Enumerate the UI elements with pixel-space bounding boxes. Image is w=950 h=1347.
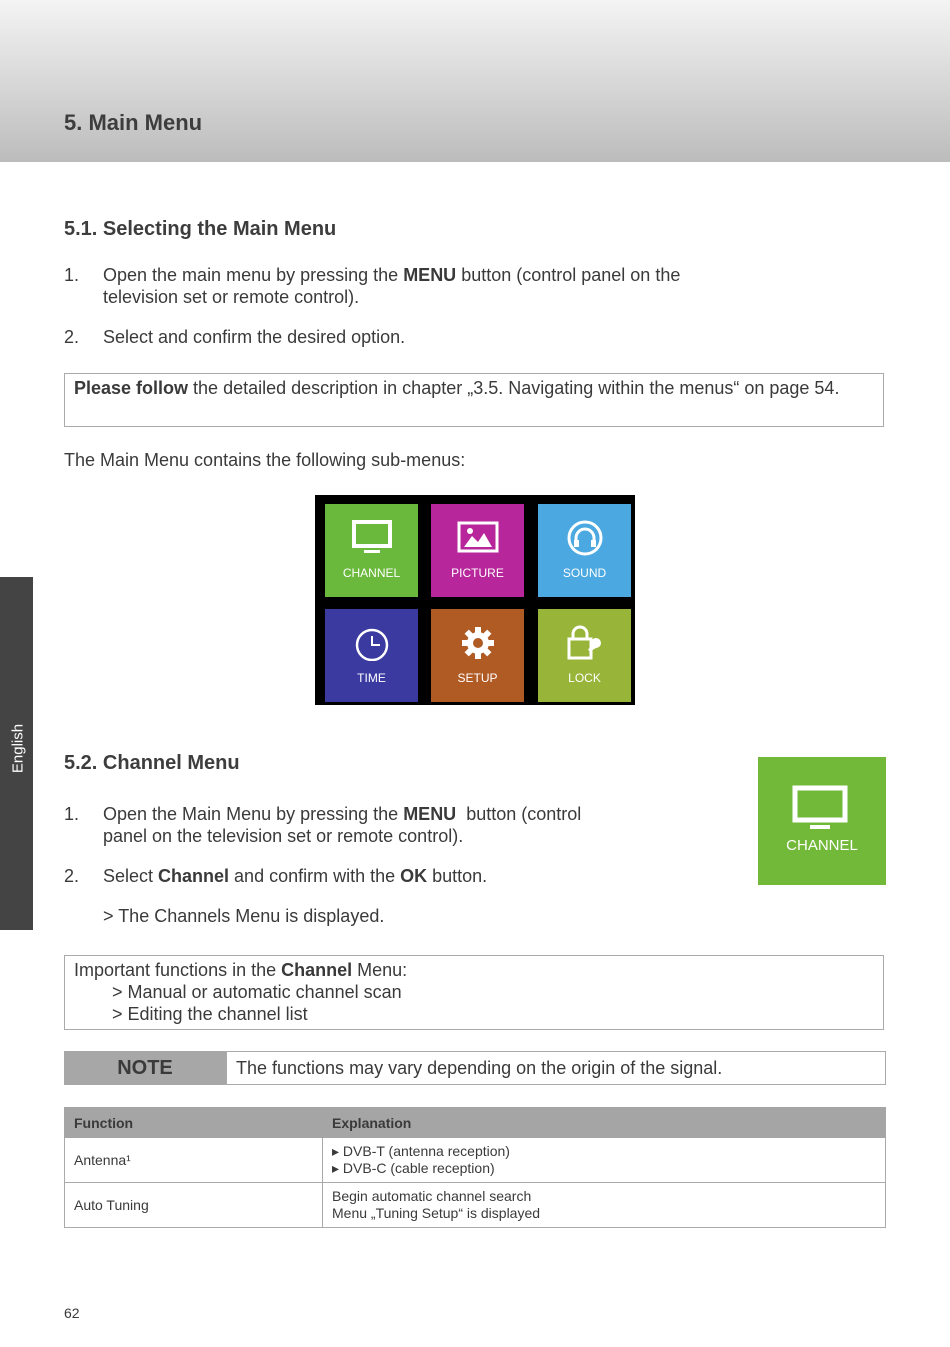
note-box bbox=[64, 1051, 886, 1085]
picture-icon bbox=[457, 520, 499, 556]
step-text-start: Open the Main Menu by pressing the bbox=[103, 804, 404, 824]
menu-tile-label: PICTURE bbox=[451, 566, 504, 580]
step-text-end: button (control panel on the bbox=[456, 265, 681, 285]
info-box-item: > Manual or automatic channel scan bbox=[112, 982, 402, 1002]
step-number: 1. bbox=[64, 265, 80, 285]
submenu-intro: The Main Menu contains the following sub-menus: bbox=[64, 450, 466, 470]
menu-tile-label: LOCK bbox=[568, 671, 601, 685]
step-text-mid: and confirm with the bbox=[229, 866, 401, 886]
tv-icon bbox=[792, 785, 848, 831]
menu-tile-label: CHANNEL bbox=[342, 566, 401, 580]
info-box-bold: Channel bbox=[281, 960, 353, 980]
menu-tile-sound bbox=[538, 504, 631, 597]
page-number: 62 bbox=[64, 1305, 80, 1321]
menu-button-name: MENU bbox=[403, 265, 457, 285]
step-text: Select and confirm the desired option. bbox=[103, 327, 406, 347]
channel-option-name: Channel bbox=[158, 866, 230, 886]
menu-tile-time bbox=[325, 609, 418, 702]
ok-button-name: OK bbox=[400, 866, 428, 886]
step-text bbox=[103, 803, 581, 847]
info-box-channel-functions bbox=[64, 955, 884, 1030]
page-header bbox=[0, 0, 950, 162]
info-box-navigation bbox=[64, 373, 884, 427]
info-box-item: > Editing the channel list bbox=[112, 1004, 308, 1024]
clock-icon bbox=[351, 625, 393, 661]
step-number: 2. bbox=[64, 866, 80, 886]
menu-tile-picture bbox=[431, 504, 524, 597]
step-text-line2: television set or remote control). bbox=[103, 287, 360, 307]
section-title-selecting-main-menu: 5.1. Selecting the Main Menu bbox=[64, 218, 337, 240]
menu-tile-lock bbox=[538, 609, 631, 702]
table-cell-function: Auto Tuning bbox=[65, 1183, 323, 1228]
channel-tile-label: CHANNEL bbox=[786, 837, 858, 854]
step-text-end: button (control bbox=[456, 804, 582, 824]
table-cell-explanation bbox=[323, 1183, 886, 1228]
note-tag: NOTE bbox=[64, 1051, 226, 1085]
table-row bbox=[65, 1138, 886, 1183]
table-header-cell: Explanation bbox=[323, 1108, 886, 1138]
page-title: 5. Main Menu bbox=[64, 110, 203, 135]
step-text bbox=[103, 264, 680, 308]
step-number: 2. bbox=[64, 327, 80, 347]
gear-icon bbox=[457, 625, 499, 661]
table-cell-function: Antenna¹ bbox=[65, 1138, 323, 1183]
step-result: > The Channels Menu is displayed. bbox=[103, 906, 385, 926]
explanation-line: ▸ DVB-T (antenna reception) bbox=[332, 1143, 510, 1159]
table-header-row bbox=[65, 1108, 886, 1138]
language-label: English bbox=[9, 723, 27, 774]
explanation-line: Menu „Tuning Setup“ is displayed bbox=[332, 1205, 541, 1221]
headphones-icon bbox=[564, 520, 606, 556]
section-title-channel-menu: 5.2. Channel Menu bbox=[64, 752, 240, 774]
menu-tile-label: SETUP bbox=[457, 671, 498, 685]
step-number: 1. bbox=[64, 804, 80, 824]
table-header-cell: Function bbox=[65, 1108, 323, 1138]
menu-tile-label: TIME bbox=[357, 671, 386, 685]
function-table bbox=[64, 1107, 886, 1228]
step-text-end: button. bbox=[427, 866, 488, 886]
explanation-line: Begin automatic channel search bbox=[332, 1188, 532, 1204]
info-box-text-end: Menu: bbox=[352, 960, 408, 980]
info-box-bold: Please follow bbox=[74, 378, 189, 398]
menu-button-name: MENU bbox=[403, 804, 457, 824]
lock-icon bbox=[564, 625, 606, 661]
info-box-text: the detailed description in chapter „3.5. Navigating within the menus“ on page 54. bbox=[188, 378, 840, 398]
info-box-text: Important functions in the bbox=[74, 960, 282, 980]
table-cell-explanation bbox=[323, 1138, 886, 1183]
main-menu-screenshot bbox=[315, 495, 635, 705]
menu-tile-channel bbox=[325, 504, 418, 597]
note-text: The functions may vary depending on the origin of the signal. bbox=[226, 1051, 886, 1085]
step-text bbox=[103, 865, 487, 887]
step-text-start: Open the main menu by pressing the bbox=[103, 265, 404, 285]
table-row bbox=[65, 1183, 886, 1228]
menu-tile-label: SOUND bbox=[562, 566, 607, 580]
tv-icon bbox=[351, 520, 393, 556]
channel-tile bbox=[758, 757, 886, 885]
step-text-line2: panel on the television set or remote control). bbox=[103, 826, 464, 846]
menu-tile-setup bbox=[431, 609, 524, 702]
step-text-start: Select bbox=[103, 866, 159, 886]
explanation-line: ▸ DVB-C (cable reception) bbox=[332, 1160, 495, 1176]
